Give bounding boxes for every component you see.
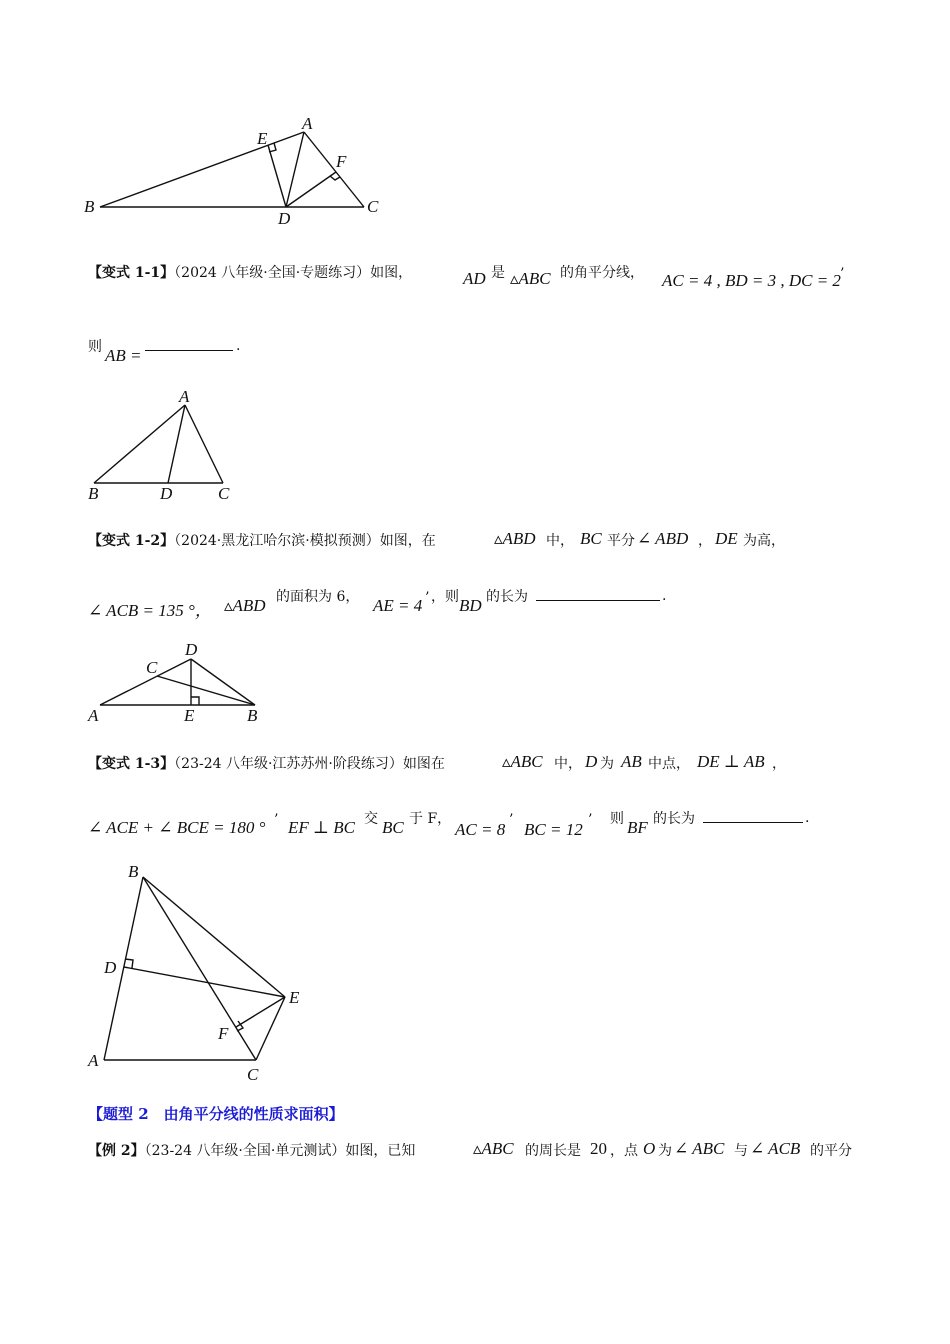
fig1-label-C: C: [367, 197, 379, 216]
fig4-label-C: C: [247, 1065, 259, 1084]
v12-bd: BD: [459, 596, 482, 615]
variant-1-1-line1: 【变式 1-1】（2024 八年级·全国·专题练习）如图，: [88, 265, 413, 281]
fig3-label-D: D: [185, 640, 198, 659]
ex2-triangle: ▵ABC: [473, 1139, 514, 1158]
figure-3: [80, 635, 280, 730]
fig3-label-C: C: [146, 658, 158, 677]
answer-blank-1-1[interactable]: [145, 336, 233, 351]
v12-ae: AE = 4: [373, 596, 423, 615]
fig2-label-B: B: [88, 484, 99, 503]
v13-de-perp-ab: DE ⊥ AB: [697, 752, 765, 771]
fig1-label-D: D: [278, 209, 291, 228]
v11-ab: AB =: [105, 346, 142, 365]
fig2-label-C: C: [218, 484, 230, 503]
v13-ab: AB: [621, 752, 642, 771]
section-heading-type-2: 【题型 2 由角平分线的性质求面积】: [88, 1105, 344, 1123]
fig3-label-E: E: [184, 706, 195, 725]
variant-1-3-tag: 【变式 1-3】: [88, 756, 175, 772]
ex2-angle-abc: ∠ ABC: [674, 1139, 725, 1158]
v12-bc: BC: [580, 529, 602, 548]
v13-triangle: ▵ABC: [502, 752, 543, 771]
v11-conditions: AC = 4 , BD = 3 , DC = 2: [662, 271, 841, 290]
fig1-label-B: B: [84, 197, 95, 216]
figure-2: [80, 385, 250, 507]
v12-angle-acb: ∠ ACB = 135 °，: [88, 601, 212, 620]
fig2-label-A: A: [179, 387, 190, 406]
v12-angle-abd: ∠ ABD: [637, 529, 689, 548]
variant-1-2-tag: 【变式 1-2】: [88, 533, 175, 549]
v12-de: DE: [715, 529, 738, 548]
figure-1: [80, 110, 400, 230]
variant-1-1-tag: 【变式 1-1】: [88, 265, 175, 281]
fig4-label-F: F: [218, 1024, 229, 1043]
v13-ef-perp-bc: EF ⊥ BC: [288, 818, 355, 837]
ex2-o: O: [643, 1139, 656, 1158]
fig1-label-F: F: [336, 152, 347, 171]
fig4-label-B: B: [128, 862, 139, 881]
v11-triangle: ▵ABC: [510, 269, 551, 288]
fig4-label-E: E: [289, 988, 300, 1007]
fig1-label-A: A: [302, 114, 313, 133]
v13-angle-sum: ∠ ACE + ∠ BCE = 180 °: [88, 818, 266, 837]
variant-1-3-line1: 【变式 1-3】（23-24 八年级·江苏苏州·阶段练习）如图在: [88, 756, 445, 772]
example-2-line1: 【例 2】（23-24 八年级·全国·单元测试）如图，已知: [88, 1143, 416, 1159]
ex2-perimeter: 20: [590, 1139, 607, 1158]
v13-bc: BC: [382, 818, 404, 837]
v13-ac: AC = 8: [455, 820, 506, 839]
figure-4: [80, 855, 320, 1090]
fig2-label-D: D: [160, 484, 173, 503]
v12-triangle-2: ▵ABD: [224, 596, 266, 615]
v13-bf: BF: [627, 818, 648, 837]
answer-blank-1-2[interactable]: [536, 586, 660, 601]
fig3-label-A: A: [88, 706, 99, 725]
fig1-label-E: E: [257, 129, 268, 148]
v12-triangle: ▵ABD: [494, 529, 536, 548]
fig4-label-D: D: [104, 958, 117, 977]
ex2-angle-acb: ∠ ACB: [750, 1139, 801, 1158]
example-2-tag: 【例 2】: [88, 1143, 145, 1159]
fig3-label-B: B: [247, 706, 258, 725]
v13-bc12: BC = 12: [524, 820, 583, 839]
answer-blank-1-3[interactable]: [703, 808, 803, 823]
fig4-label-A: A: [88, 1051, 99, 1070]
v13-d: D: [585, 752, 598, 771]
v11-ad: AD: [463, 269, 486, 288]
variant-1-2-line1: 【变式 1-2】（2024·黑龙江哈尔滨·模拟预测）如图，在: [88, 533, 436, 549]
